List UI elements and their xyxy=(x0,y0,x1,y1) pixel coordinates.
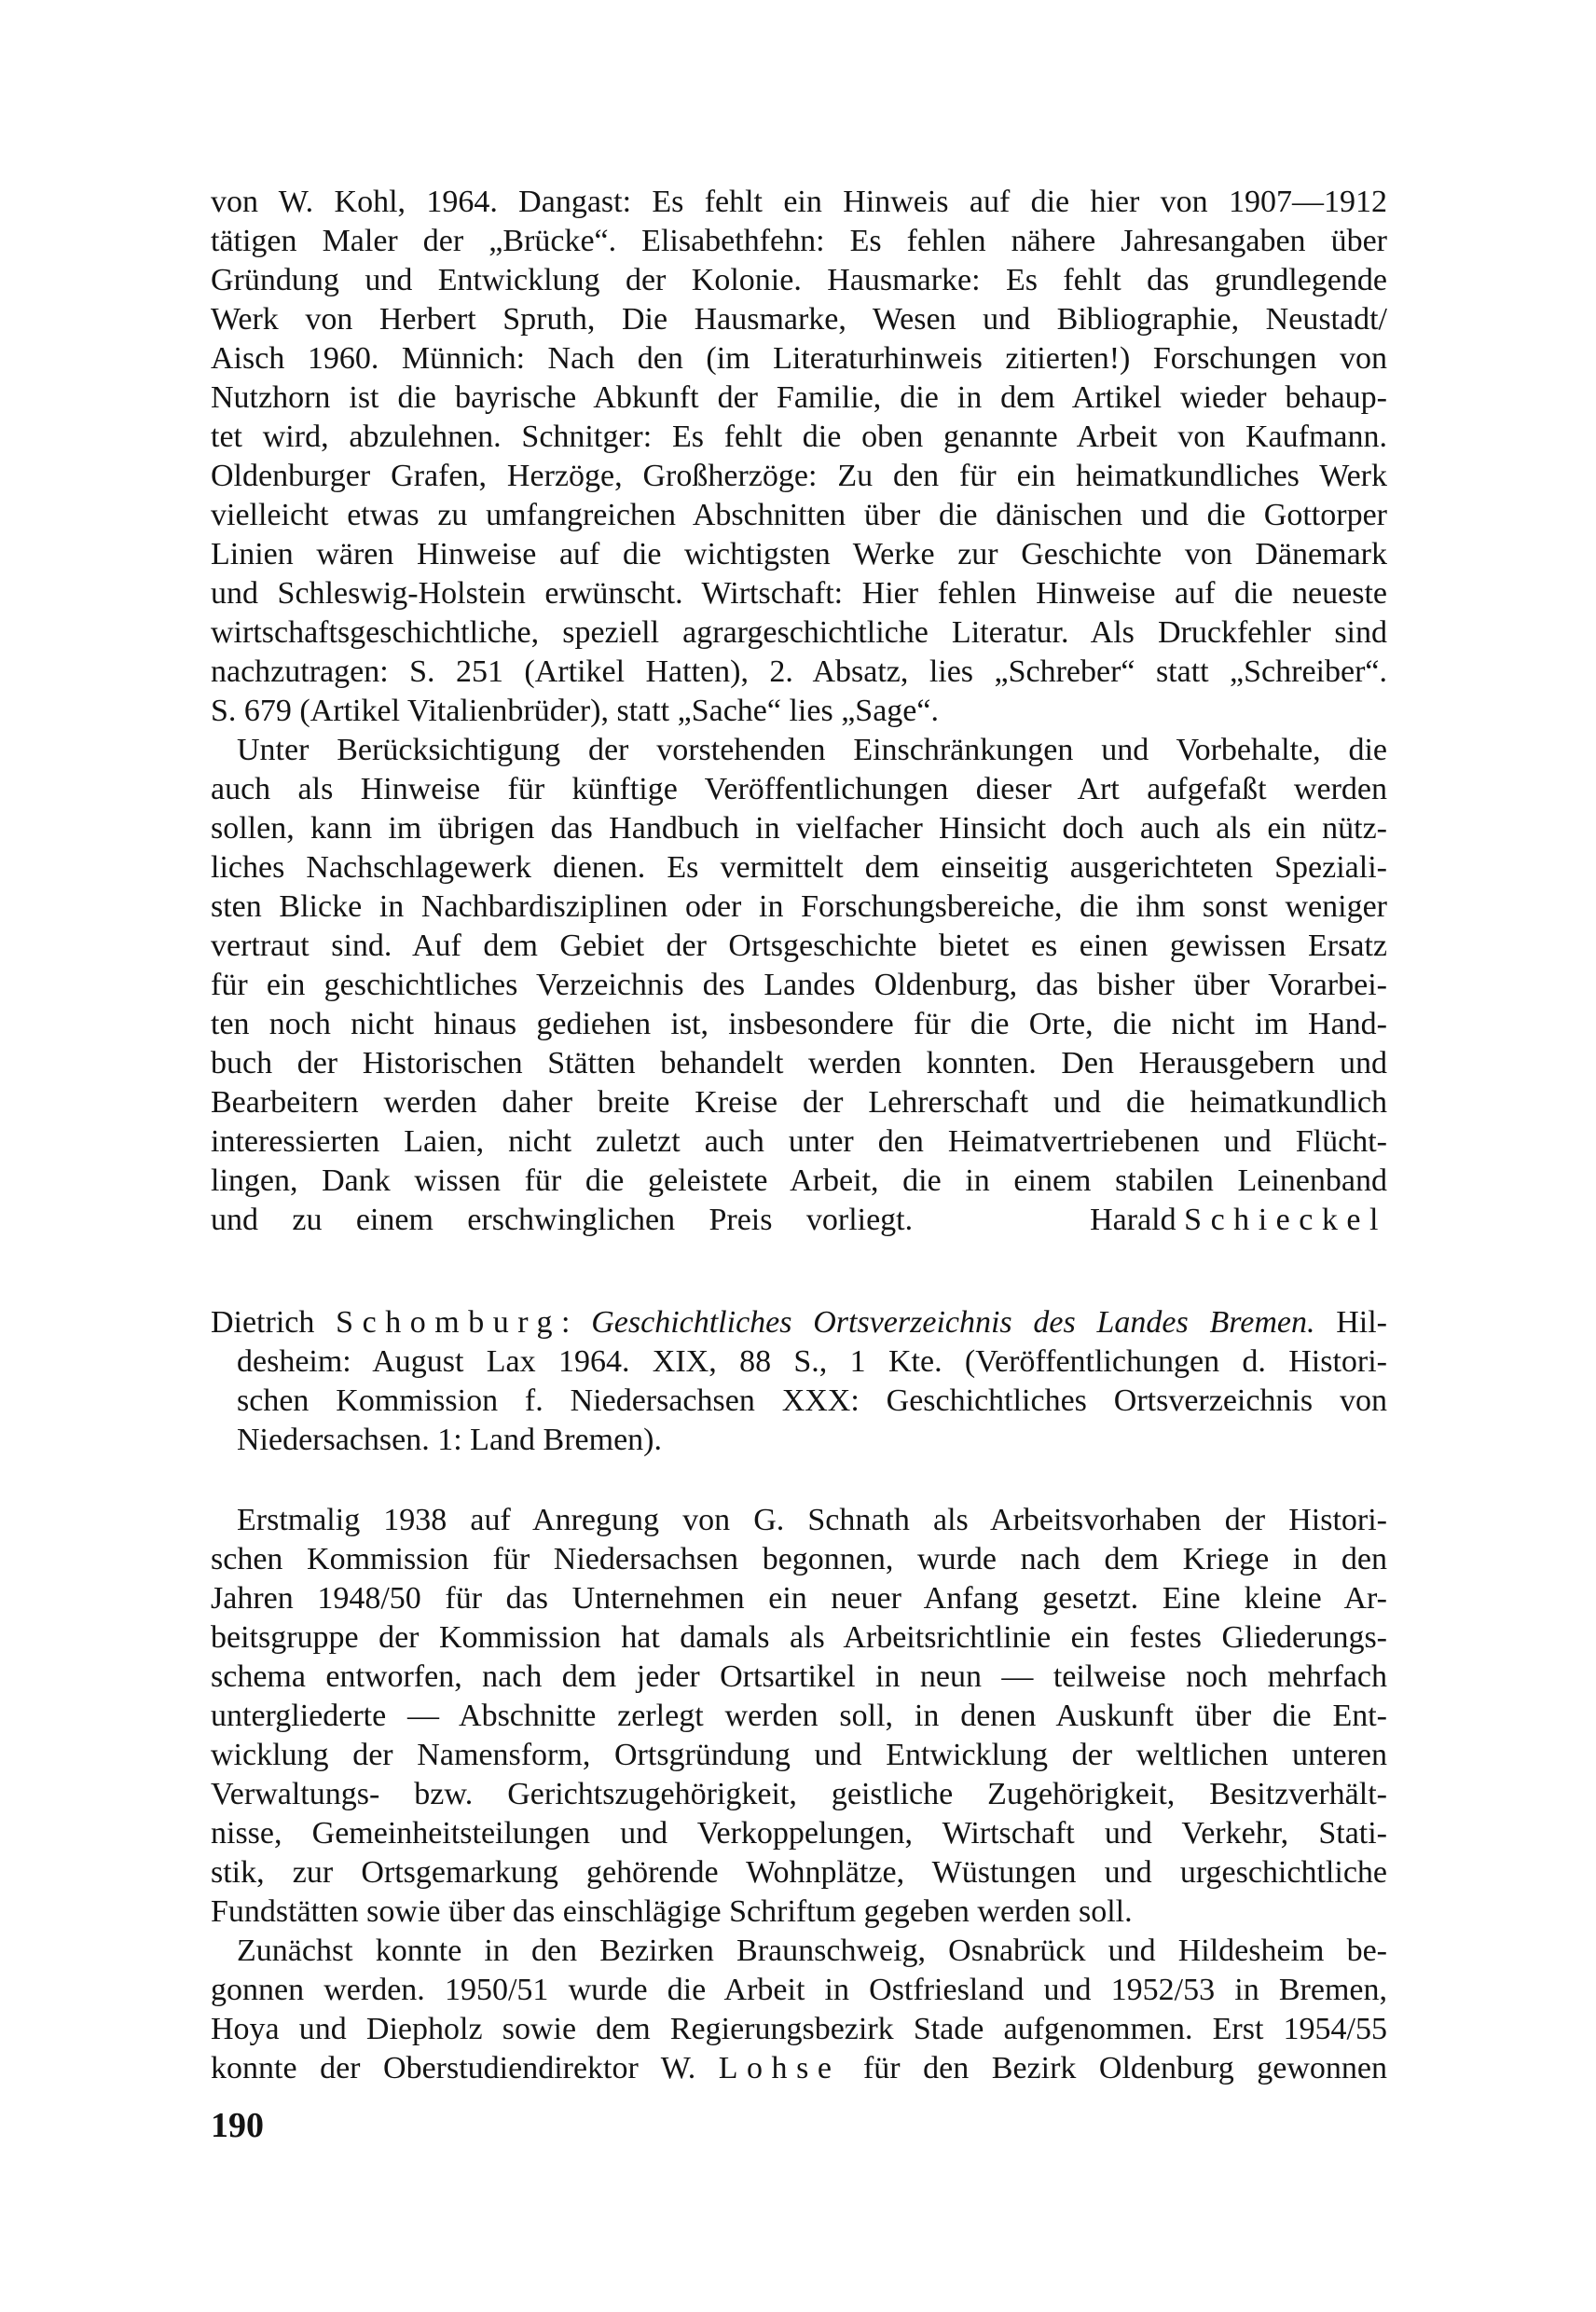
text-line: und Schleswig-Holstein erwünscht. Wirtschaft: Hier fehlen Hinweise auf die neueste xyxy=(211,576,1387,611)
text-line: Verwaltungs- bzw. Gerichtszugehörigkeit, geistliche Zugehörigkeit, Besitzverhält- xyxy=(211,1777,1387,1811)
text-line: gonnen werden. 1950/51 wurde die Arbeit in Ostfriesland und 1952/53 in Bremen, xyxy=(211,1973,1387,2007)
text-line: nachzutragen: S. 251 (Artikel Hatten), 2. Absatz, lies „Schreber“ statt „Schreiber“. xyxy=(211,654,1387,689)
text-line: Niedersachsen. 1: Land Bremen). xyxy=(237,1423,662,1457)
text-line: Erstmalig 1938 auf Anregung von G. Schnath als Arbeitsvorhaben der Histori- xyxy=(237,1503,1387,1537)
text-line: Werk von Herbert Spruth, Die Hausmarke, Wesen und Bibliographie, Neustadt/ xyxy=(211,302,1387,337)
text-line: Fundstätten sowie über das einschlägige Schriftum gegeben werden soll. xyxy=(211,1894,1133,1929)
text-line: ten noch nicht hinaus gediehen ist, insbesondere für die Orte, die nicht im Hand- xyxy=(211,1007,1387,1041)
text-line: für ein geschichtliches Verzeichnis des Landes Oldenburg, das bisher über Vorarbei- xyxy=(211,968,1387,1002)
text-line: Dietrich Schomburg: Geschichtliches Ortsverzeichnis des Landes Bremen. Hil- xyxy=(211,1305,1388,1340)
text-line: auch als Hinweise für künftige Veröffentlichungen dieser Art aufgefaßt werden xyxy=(211,772,1387,806)
text-line: von W. Kohl, 1964. Dangast: Es fehlt ein Hinweis auf die hier von 1907—1912 xyxy=(211,185,1387,219)
text-line: tätigen Maler der „Brücke“. Elisabethfehn: Es fehlen nähere Jahresangaben über xyxy=(211,224,1387,258)
text-line: nisse, Gemeinheitsteilungen und Verkoppelungen, Wirtschaft und Verkehr, Stati- xyxy=(211,1816,1387,1851)
text-line: liches Nachschlagewerk dienen. Es vermittelt dem einseitig ausgerichteten Speziali- xyxy=(211,850,1387,885)
text-line: wirtschaftsgeschichtliche, speziell agrargeschichtliche Literatur. Als Druckfehler sind xyxy=(211,615,1387,650)
text-line: untergliederte — Abschnitte zerlegt werden soll, in denen Auskunft über die Ent- xyxy=(211,1699,1387,1733)
text-line: Aisch 1960. Münnich: Nach den (im Literaturhinweis zitierten!) Forschungen von xyxy=(211,341,1387,376)
text-line: schema entworfen, nach dem jeder Ortsartikel in neun — teilweise noch mehrfach xyxy=(211,1659,1387,1694)
text-line: Gründung und Entwicklung der Kolonie. Hausmarke: Es fehlt das grundlegende xyxy=(211,263,1387,297)
text-line: Hoya und Diepholz sowie dem Regierungsbezirk Stade aufgenommen. Erst 1954/55 xyxy=(211,2012,1387,2046)
author-first-name: Dietrich xyxy=(211,1305,315,1340)
reviewer-first-name: Harald xyxy=(1090,1203,1176,1237)
text-line: sten Blicke in Nachbardisziplinen oder in Forschungsbereiche, die ihm sonst weniger xyxy=(211,889,1387,924)
person-name: Lohse xyxy=(718,2051,841,2085)
text-line: vielleicht etwas zu umfangreichen Abschnitten über die dänischen und die Gottorper xyxy=(211,498,1387,532)
text-line: Jahren 1948/50 für das Unternehmen ein neuer Anfang gesetzt. Eine kleine Ar- xyxy=(211,1581,1387,1616)
text-line xyxy=(211,2049,1387,2088)
text-line: Zunächst konnte in den Bezirken Braunschweig, Osnabrück und Hildesheim be- xyxy=(237,1934,1387,1968)
text-line: S. 679 (Artikel Vitalienbrüder), statt „Sache“ lies „Sage“. xyxy=(211,694,939,728)
text-line: schen Kommission für Niedersachsen begonnen, wurde nach dem Kriege in den xyxy=(211,1542,1387,1576)
text-line: tet wird, abzulehnen. Schnitger: Es fehlt die oben genannte Arbeit von Kaufmann. xyxy=(211,420,1387,454)
text-fragment: konnte der Oberstudiendirektor W. xyxy=(211,2051,696,2085)
text-line: Unter Berücksichtigung der vorstehenden Einschränkungen und Vorbehalte, die xyxy=(237,733,1387,767)
text-line: desheim: August Lax 1964. XIX, 88 S., 1 Kte. (Veröffentlichungen d. Histori- xyxy=(237,1344,1387,1379)
text-line: lingen, Dank wissen für die geleistete Arbeit, die in einem stabilen Leinenband xyxy=(211,1163,1387,1198)
text-fragment: Hil- xyxy=(1336,1305,1388,1340)
text-line: sollen, kann im übrigen das Handbuch in vielfacher Hinsicht doch auch als ein nütz- xyxy=(211,811,1387,846)
text-line: Bearbeitern werden daher breite Kreise der Lehrerschaft und die heimatkundlich xyxy=(211,1085,1387,1120)
text-line: Linien wären Hinweise auf die wichtigsten Werke zur Geschichte von Dänemark xyxy=(211,537,1387,571)
text-line: Oldenburger Grafen, Herzöge, Großherzöge: Zu den für ein heimatkundliches Werk xyxy=(211,459,1387,493)
text-line: buch der Historischen Stätten behandelt werden konnten. Den Herausgebern und xyxy=(211,1046,1387,1080)
page-number: 190 xyxy=(211,2106,264,2145)
text-line: schen Kommission f. Niedersachsen XXX: Geschichtliches Ortsverzeichnis von xyxy=(237,1383,1387,1418)
text-fragment: für den Bezirk Oldenburg gewonnen xyxy=(862,2051,1387,2085)
author-last-name: Schomburg xyxy=(336,1305,562,1340)
text-line: beitsgruppe der Kommission hat damals als Arbeitsrichtlinie ein festes Gliederungs- xyxy=(211,1620,1387,1655)
text-line: interessierten Laien, nicht zuletzt auch unter den Heimatvertriebenen und Flücht- xyxy=(211,1124,1387,1159)
text-fragment: und zu einem erschwinglichen Preis vorliegt. xyxy=(211,1203,914,1237)
text-line: Nutzhorn ist die bayrische Abkunft der Familie, die in dem Artikel wieder behaup- xyxy=(211,380,1387,415)
text-line: wicklung der Namensform, Ortsgründung und Entwicklung der weltlichen unteren xyxy=(211,1738,1387,1772)
text-line: vertraut sind. Auf dem Gebiet der Ortsgeschichte bietet es einen gewissen Ersatz xyxy=(211,929,1387,963)
book-title: Geschichtliches Ortsverzeichnis des Landes Bremen. xyxy=(591,1305,1315,1340)
text-line xyxy=(211,1201,1387,1240)
text-line: stik, zur Ortsgemarkung gehörende Wohnplätze, Wüstungen und urgeschichtliche xyxy=(211,1855,1387,1890)
reviewer-last-name: Schieckel xyxy=(1184,1203,1387,1237)
reviewer-signature xyxy=(1090,1201,1387,1240)
